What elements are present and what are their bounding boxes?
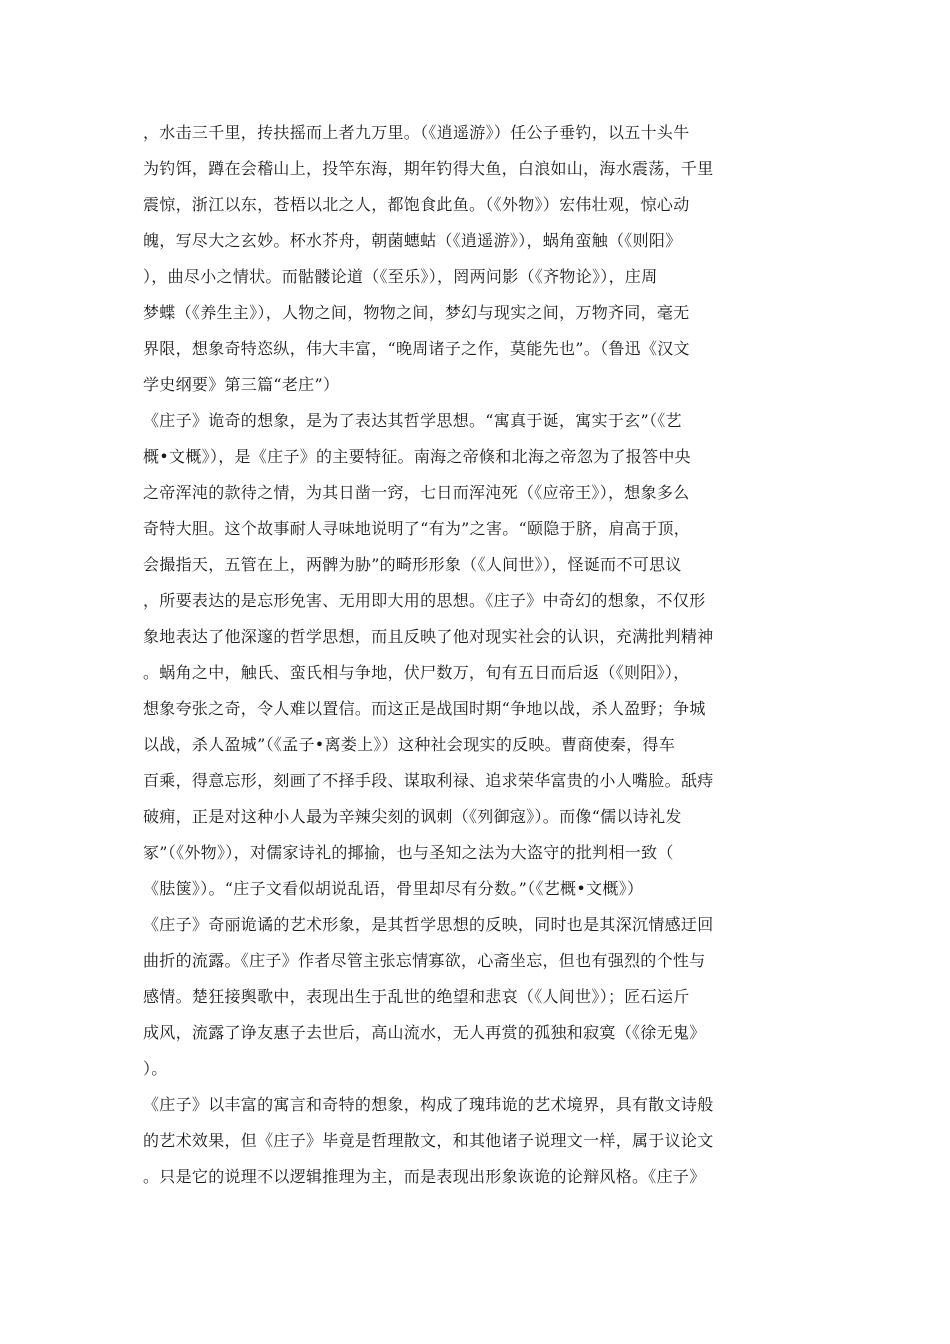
text-line: 概•文概》），是《庄子》的主要特征。南海之帝倏和北海之帝忽为了报答中央	[143, 447, 691, 466]
body-text	[143, 115, 743, 1195]
text-line: 的艺术效果，但《庄子》毕竟是哲理散文，和其他诸子说理文一样，属于议论文	[143, 1131, 714, 1150]
text-line: 以战，杀人盈城”（《孟子•离娄上》）这种社会现实的反映。曹商使秦，得车	[143, 735, 676, 754]
text-line: 。只是它的说理不以逻辑推理为主，而是表现出形象诙诡的论辩风格。《庄子》	[143, 1167, 706, 1186]
text-line: ）。	[143, 1059, 168, 1078]
text-line: 。蜗角之中，触氏、蛮氏相与争地，伏尸数万，旬有五日而后返（《则阳》），	[143, 663, 690, 682]
text-line: 会撮指天，五管在上，两髀为胁”的畸形形象（《人间世》），怪诞而不可思议	[143, 555, 682, 574]
text-line: 《胠箧》）。“庄子文看似胡说乱语，骨里却尽有分数。”（《艺概•文概》）	[143, 879, 644, 898]
text-line: 感情。楚狂接舆歌中，表现出生于乱世的绝望和悲哀（《人间世》）；匠石运斤	[143, 987, 690, 1006]
text-line: 之帝浑沌的款待之情，为其日凿一窍，七日而浑沌死（《应帝王》），想象多么	[143, 483, 690, 502]
text-line: ，水击三千里，抟扶摇而上者九万里。（《逍遥游》）任公子垂钓，以五十头牛	[143, 123, 690, 142]
text-line: 成风，流露了诤友惠子去世后，高山流水，无人再赏的孤独和寂寞（《徐无鬼》	[143, 1023, 706, 1042]
text-line: 象地表达了他深邃的哲学思想，而且反映了他对现实社会的认识，充满批判精神	[143, 627, 714, 646]
text-line: 奇特大胆。这个故事耐人寻味地说明了“有为”之害。“颐隐于脐，肩高于顶，	[143, 519, 691, 538]
text-line: 为钓饵，蹲在会稽山上，投竿东海，期年钓得大鱼，白浪如山，海水震荡，千里	[143, 159, 714, 178]
text-line: 学史纲要》第三篇“老庄”）	[143, 375, 340, 394]
text-line: 百乘，得意忘形，刻画了不择手段、谋取利禄、追求荣华富贵的小人嘴脸。舐痔	[143, 771, 714, 790]
text-line: 魄，写尽大之玄妙。杯水芥舟，朝菌蟪蛄（《逍遥游》），蜗角蛮触（《则阳》	[143, 231, 682, 250]
text-line: 梦蝶（《养生主》），人物之间，物物之间，梦幻与现实之间，万物齐同，毫无	[143, 303, 690, 322]
text-line: 想象夸张之奇，令人难以置信。而这正是战国时期“争地以战，杀人盈野；争城	[143, 699, 706, 718]
text-line: 界限，想象奇特恣纵，伟大丰富，“晚周诸子之作，莫能先也”。（鲁迅《汉文	[143, 339, 690, 358]
text-line: ），曲尽小之情状。而骷髅论道（《至乐》），罔两问影（《齐物论》），庄周	[143, 267, 658, 286]
text-line: ，所要表达的是忘形免害、无用即大用的思想。《庄子》中奇幻的想象，不仅形	[143, 591, 706, 610]
text-line: 破痈，正是对这种小人最为辛辣尖刻的讽刺（《列御寇》）。而像“儒以诗礼发	[143, 807, 682, 826]
text-line: 冢”（《外物》），对儒家诗礼的揶揄，也与圣知之法为大盗守的批判相一致（	[143, 843, 674, 862]
text-line: 震惊，浙江以东，苍梧以北之人，都饱食此鱼。（《外物》）宏伟壮观，惊心动	[143, 195, 690, 214]
text-line: 《庄子》诡奇的想象，是为了表达其哲学思想。“寓真于诞，寓实于玄”（《艺	[143, 411, 682, 430]
text-line: 《庄子》以丰富的寓言和奇特的想象，构成了瑰玮诡的艺术境界，具有散文诗般	[143, 1095, 714, 1114]
text-line: 曲折的流露。《庄子》作者尽管主张忘情寡欲，心斋坐忘，但也有强烈的个性与	[143, 951, 706, 970]
text-line: 《庄子》奇丽诡谲的艺术形象，是其哲学思想的反映，同时也是其深沉情感迂回	[143, 915, 714, 934]
